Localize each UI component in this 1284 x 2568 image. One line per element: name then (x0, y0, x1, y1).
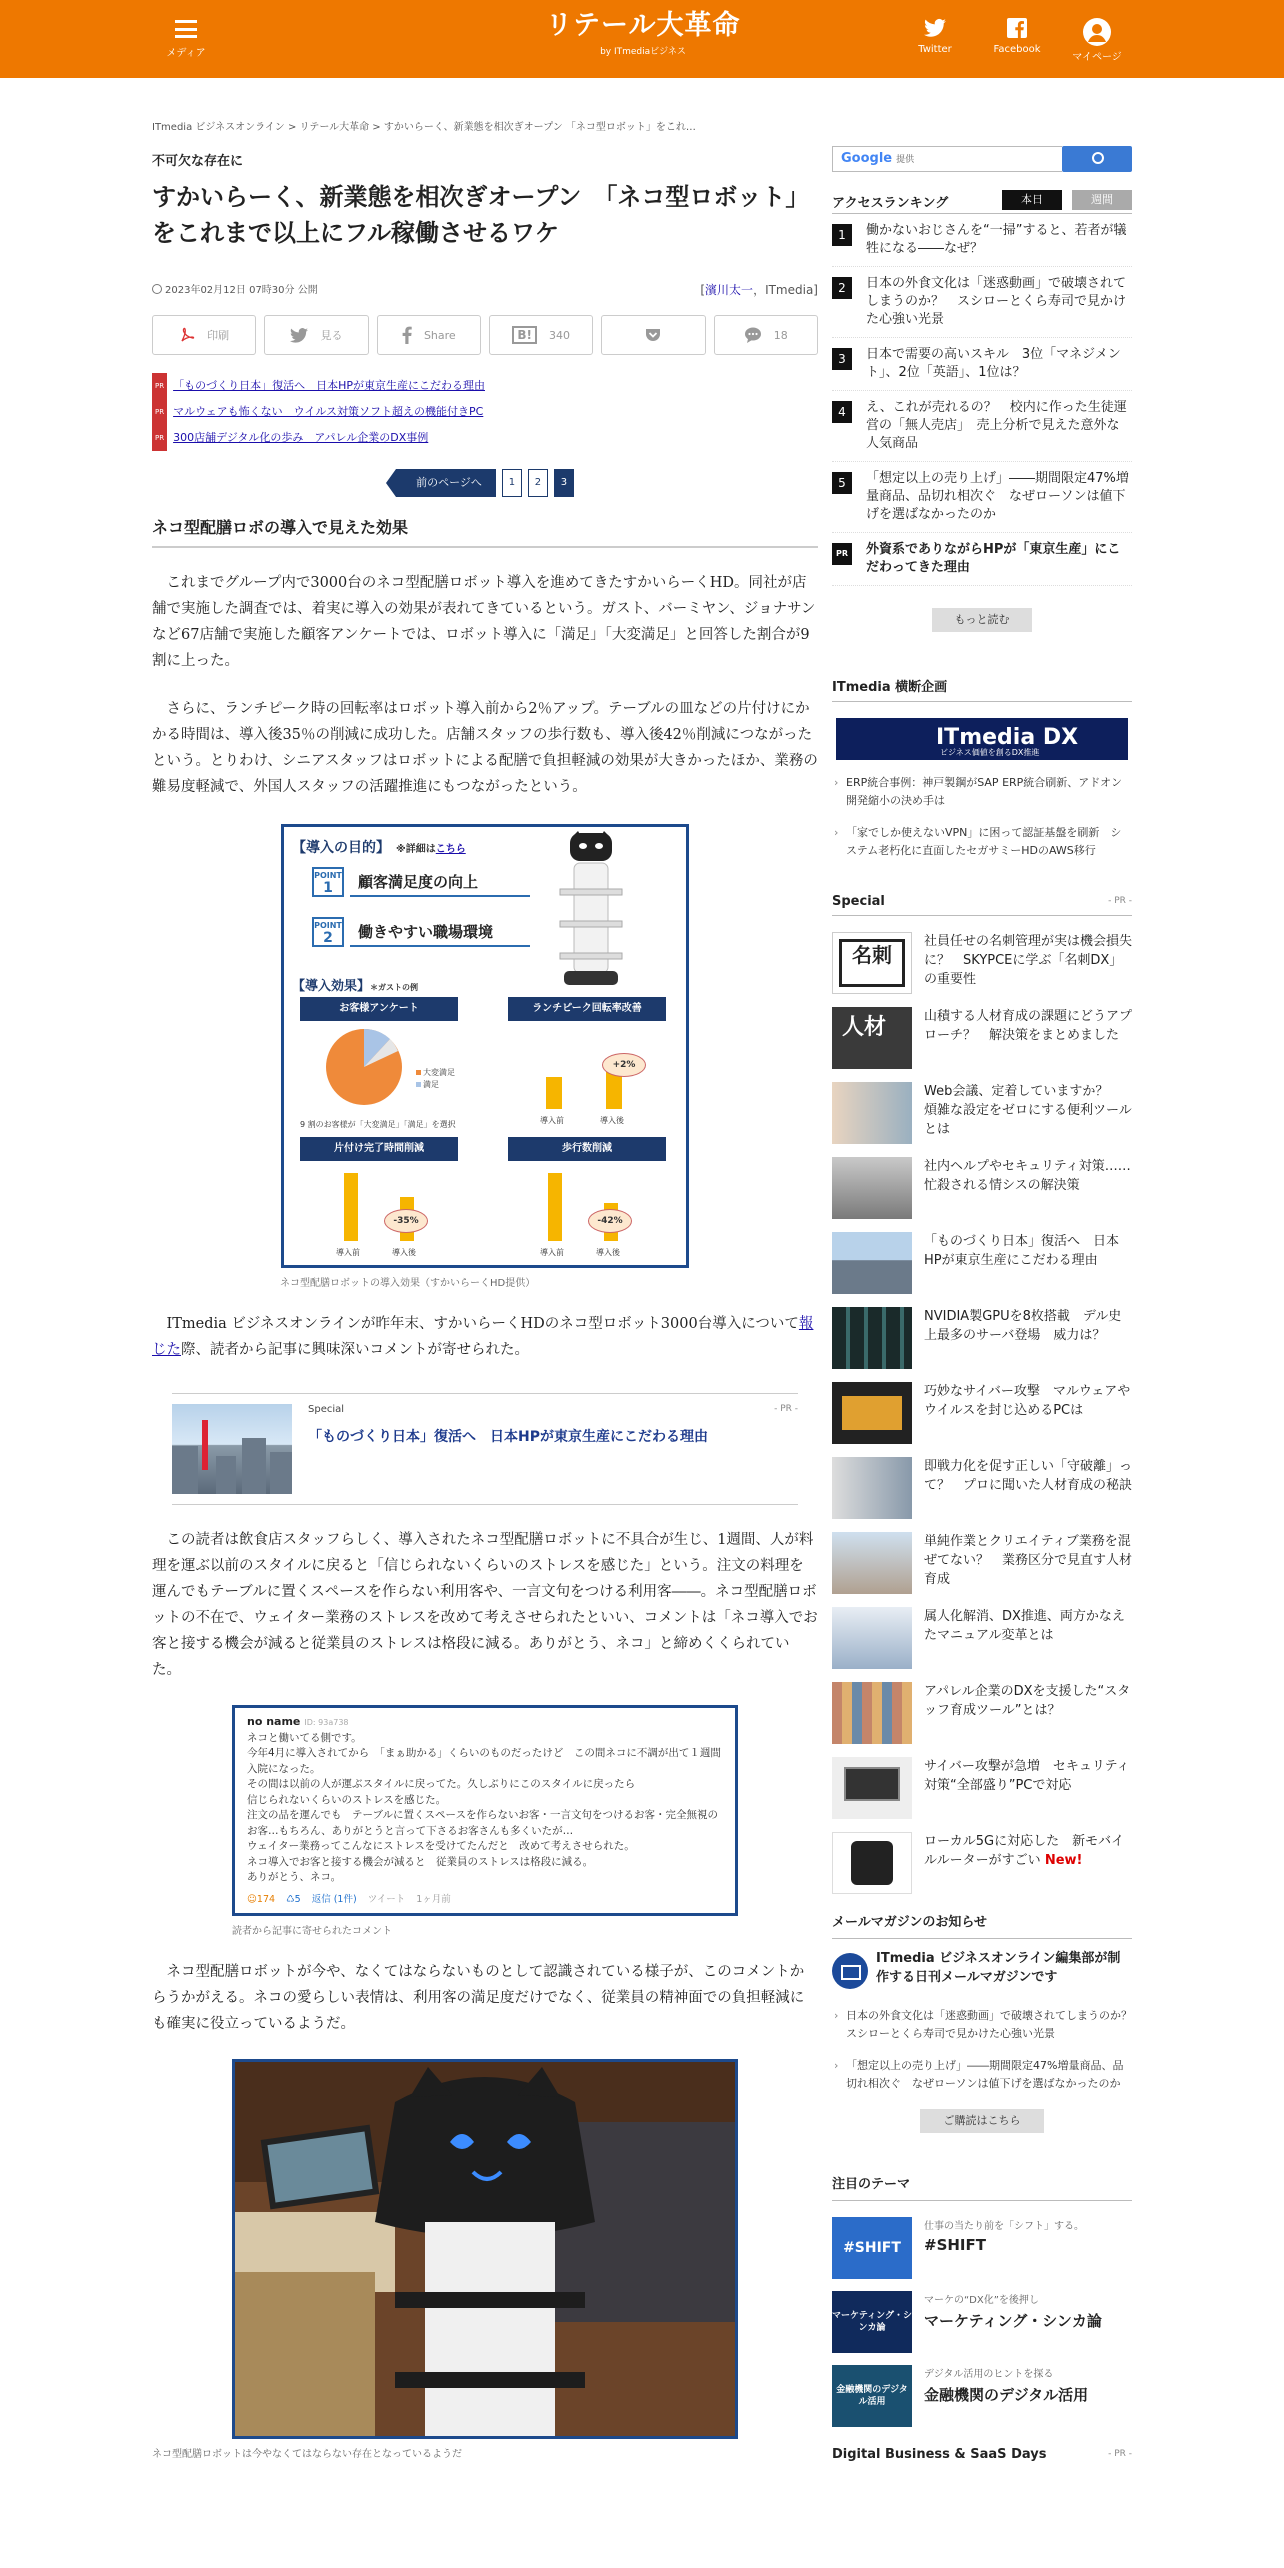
special-thumbnail (832, 1457, 912, 1519)
facebook-icon (1007, 18, 1027, 38)
special-list (832, 932, 1132, 1907)
theme-item[interactable]: 金融機関のデジタル活用 デジタル活用のヒントを探る 金融機関のデジタル活用 (832, 2365, 1132, 2435)
user-icon (1083, 18, 1111, 46)
page-1-link[interactable]: 1 (502, 469, 522, 497)
mypage-link[interactable]: マイページ (1062, 18, 1132, 63)
cat-robot-photo (232, 2059, 738, 2439)
effect-infographic: 【導入の目的】 ※詳細はこちら POINT 1 顧客満足度の向上 POINT 2 働きやすい職場環境 【導入効果】＊ガストの例 お客様アンケート ランチピーク回転率改善 大変満足 満足 9 割のお客様が「大変満足」「満足」を選択 +2% 導入前 導入後 片付け完了時間削減 歩行数削減 -35% 導入前 導入後 -42% 導入前 導入後 (281, 824, 689, 1268)
special-thumbnail: 人材 (832, 1007, 912, 1069)
page-2-link[interactable]: 2 (528, 469, 548, 497)
twitter-link[interactable]: Twitter (900, 18, 970, 55)
print-button[interactable]: 印刷 (152, 315, 256, 355)
comment-age: 1ヶ月前 (416, 1893, 451, 1905)
special-thumbnail (832, 1382, 912, 1444)
walking-before-bar (548, 1173, 562, 1241)
tweet-link[interactable]: ツイート (367, 1893, 406, 1905)
theme-heading: 注目のテーマ (832, 2173, 1132, 2201)
paragraph: ネコ型配膳ロボットが今や、なくてはならないものとして認識されている様子が、このコメントからうかがえる。ネコの愛らしい表情は、利用客の満足度だけでなく、従業員の精神面での負担軽減にも確実に役立っているようだ。 (152, 1964, 805, 2032)
cat-robot-illustration (542, 831, 640, 989)
ranking-item[interactable]: 3 日本で需要の高いスキル 3位「マネジメント」、2位「英語」、1位は？ (832, 338, 1132, 391)
twitter-icon (290, 328, 308, 343)
ranking-item-pr[interactable]: PR 外資系でありながらHPが「東京生産」にこだわってきた理由 (832, 533, 1132, 586)
point-1-badge: POINT 1 (312, 867, 344, 897)
reader-comment: no name ID: 93a738 ネコと働いてる側です。 今年4月に導入されてから 「まぁ助かる」くらいのものだったけど この間ネコに不調が出て１週間入院になった。 その間は以前の人が運ぶスタイルに戻ってた。久しぶりにこのスタイルに戻ったら 信じられないくらいのストレスを感じた。 注文の品を運んでも テーブルに置くスペースを作らないお客・一言文句をつけるお客・完全無視のお客…もちろん、ありがとうと言って下さるお客さんも多くいたが… ウェイター業務ってこんなにストレスを受けてたんだと 改めて考えさせられた。 ネコ導入でお客と接する機会が減ると 従業員のストレスは格段に減る。 ありがとう、ネコ。 ☺174 ♺5 返信 (1件) ツイート 1ヶ月前 (232, 1705, 738, 1916)
promo-title: 「ものづくり日本」復活へ 日本HPが東京生産にこだわる理由 (308, 1429, 708, 1445)
special-item[interactable]: アパレル企業のDXを支援した“スタッフ育成ツール”とは？ (832, 1682, 1132, 1757)
theme-badge: マーケティング・シンカ論 (832, 2291, 912, 2353)
effect-title: 【導入効果】 (292, 979, 371, 994)
like-count: ☺174 (247, 1893, 276, 1905)
special-item[interactable]: Web会議、定着していますか？ 煩雑な設定をゼロにする便利ツールとは (832, 1082, 1132, 1157)
special-item[interactable]: ローカル5Gに対応した 新モバイルルーターがすごい New! (832, 1832, 1132, 1907)
tab-today[interactable]: 本日 (1002, 190, 1062, 210)
theme-badge: 金融機関のデジタル活用 (832, 2365, 912, 2427)
special-item[interactable]: 社内ヘルプやセキュリティ対策……忙殺される情シスの解決策 (832, 1157, 1132, 1232)
theme-item[interactable]: マーケティング・シンカ論 マーケの“DX化”を後押し マーケティング・シンカ論 (832, 2291, 1132, 2361)
pocket-button[interactable] (601, 315, 705, 355)
print-icon (179, 327, 195, 343)
tokyo-skyline-thumbnail (172, 1404, 292, 1494)
twitter-share-button[interactable]: 見る (264, 315, 368, 355)
special-thumbnail (832, 1832, 912, 1894)
point-2-label: 働きやすい職場環境 (350, 917, 530, 947)
special-thumbnail: 名刺 (832, 932, 912, 994)
section-heading: ネコ型配膳ロボの導入で見えた効果 (152, 515, 818, 548)
walking-header: 歩行数削減 (508, 1137, 666, 1161)
special-thumbnail (832, 1757, 912, 1819)
photo-caption: ネコ型配膳ロボットは今やなくてはならない存在となっているようだ (152, 2449, 462, 2460)
theme-badge: #SHIFT (832, 2217, 912, 2279)
article-kicker: 不可欠な存在に (152, 154, 244, 169)
special-thumbnail (832, 1682, 912, 1744)
walking-badge: -42% (588, 1209, 632, 1233)
subscribe-button[interactable]: ご購読はこちら (920, 2109, 1044, 2133)
paragraph: この読者は飲食店スタッフらしく、導入されたネコ型配膳ロボットに不具合が生じ、1週間、人が料理を運ぶ以前のスタイルに戻ると「信じられないくらいのストレスを感じた」という。注文の料理を運んでもテーブルに置くスペースを作らない利用客や、一言文句をつける利用客――。ネコ型配膳ロボットの不在で、ウェイター業務のストレスを改めて考えさせられたといい、コメントは「ネコ導入でお客と接する機会が減ると従業員のストレスは格段に減る。ありがとう、ネコ」と締めくくられていた。 (152, 1532, 818, 1678)
search-input[interactable]: Google 提供 (832, 146, 1062, 172)
hatena-bookmark-button[interactable]: B! 340 (489, 315, 593, 355)
publish-date: 2023年02月12日 07時30分 公開 (165, 285, 318, 296)
share-bar (152, 315, 818, 355)
special-item[interactable]: 人材 山積する人材育成の課題にどうアプローチ？ 解決策をまとめました (832, 1007, 1132, 1082)
pr-badge: PR (152, 425, 167, 451)
newsletter-list (832, 2007, 1143, 2093)
hatena-icon: B! (512, 326, 537, 344)
cleanup-badge: -35% (384, 1209, 428, 1233)
ranking-header: アクセスランキング 本日 週間 (832, 192, 1132, 214)
special-item[interactable]: NVIDIA製GPUを8枚搭載 デル史上最多のサーバ登場 威力は？ (832, 1307, 1132, 1382)
pocket-icon (645, 328, 661, 342)
figure-caption: ネコ型配膳ロボットの導入効果（すかいらーくHD提供） (280, 1278, 536, 1289)
author-byline: [濱川太一，ITmedia] (700, 283, 818, 297)
special-thumbnail (832, 1082, 912, 1144)
facebook-share-button[interactable]: Share (377, 315, 481, 355)
special-item[interactable]: 即戦力化を促す正しい「守破離」って？ プロに聞いた人材育成の秘訣 (832, 1457, 1132, 1532)
ranking-item[interactable]: 5 「想定以上の売り上げ」――期間限定47%増量商品、品切れ相次ぐ なぜローソンは値下げを選ばなかったのか (832, 462, 1132, 533)
ranking-item[interactable]: 4 え、これが売れるの？ 校内に作った生徒運営の「無人売店」 売上分析で見えた意外な人気商品 (832, 391, 1132, 462)
site-header (0, 0, 1284, 78)
special-item[interactable]: 属人化解消、DX推進、両方かなえたマニュアル変革とは (832, 1607, 1132, 1682)
comment-caption: 読者から記事に寄せられたコメント (232, 1926, 392, 1937)
special-heading: Special - PR - (832, 894, 1132, 916)
page-3-current: 3 (554, 469, 574, 497)
paragraph: ITmedia ビジネスオンラインが昨年末、すかいらーくHDのネコ型ロボット3000台導入について報じた際、読者から記事に興味深いコメントが寄せられた。 (152, 1316, 814, 1358)
digital-business-heading: Digital Business & SaaS Days - PR - (832, 2447, 1132, 2462)
pr-badge: PR (152, 373, 167, 399)
breadcrumb[interactable]: ITmedia ビジネスオンライン > リテール大革命 > すかいらーく、新業態を相次ぎオープン 「ネコ型ロボット」をこれ… (152, 122, 696, 133)
turnover-header: ランチピーク回転率改善 (508, 997, 666, 1021)
paragraph: さらに、ランチピーク時の回転率はロボット導入前から2％アップ。テーブルの皿などの片付けにかかる時間は、導入後35％の削減に成功した。店舗スタッフの歩行数も、導入後42％削減につながったという。とりわけ、シニアスタッフはロボットによる配膳で負担軽減の効果が大きかったほか、業務の難易度軽減で、外国人スタッフの活躍推進にもつながったという。 (152, 701, 818, 795)
comment-icon (744, 327, 762, 343)
newsletter-item[interactable]: › 「想定以上の売り上げ」――期間限定47%増量商品、品切れ相次ぐ なぜローソンは値下げを選ばなかったのか (832, 2057, 1132, 2093)
mail-icon (832, 1953, 868, 1989)
site-search (832, 146, 1132, 172)
special-item[interactable]: 単純作業とクリエイティブ業務を混ぜてない？ 業務区分で見直す人材育成 (832, 1532, 1132, 1607)
prev-page-button[interactable]: 前のページへ (396, 469, 496, 497)
tab-weekly[interactable]: 週間 (1072, 190, 1132, 210)
point-2-badge: POINT 2 (312, 917, 344, 947)
facebook-link[interactable]: Facebook (982, 18, 1052, 55)
newsletter-item[interactable]: › 日本の外食文化は「迷惑動画」で破壊されてしまうのか？ スシローとくら寿司で見かけた心強い光景 (832, 2007, 1132, 2043)
article-title: すかいらーく、新業態を相次ぎオープン 「ネコ型ロボット」をこれまで以上にフル稼働させるワケ (152, 183, 810, 247)
special-item[interactable]: 名刺 社員任せの名刺管理が実は機会損失に？ SKYPCEに学ぶ「名刺DX」の重要性 (832, 932, 1132, 1007)
point-1-label: 顧客満足度の向上 (350, 867, 530, 897)
special-thumbnail (832, 1307, 912, 1369)
comment-meta (247, 1892, 723, 1908)
pr-link[interactable]: PR 300店舗デジタル化の歩み アパレル企業のDX事例 (152, 425, 818, 451)
reply-link[interactable]: 返信 (1件) (311, 1893, 357, 1905)
special-item[interactable]: 巧妙なサイバー攻撃 マルウェアやウイルスを封じ込めるPCは (832, 1382, 1132, 1457)
turnover-before-bar (546, 1077, 562, 1109)
site-logo[interactable]: リテール大革命 by ITmediaビジネス (545, 10, 741, 57)
special-thumbnail (832, 1532, 912, 1594)
newsletter-promo[interactable]: ITmedia ビジネスオンライン編集部が制作する日刊メールマガジンです (832, 1949, 1132, 1993)
paragraph: これまでグループ内で3000台のネコ型配膳ロボット導入を進めてきたすかいらーくHD。同社が店舗で実施した調査では、着実に導入の効果が表れてきているという。ガスト、バーミヤン、ジョナサンなど67店舗で実施した顧客アンケートでは、ロボット導入に「満足」「大変満足」と回答した割合が9割に上った。 (152, 575, 816, 669)
legend-satisfied: 満足 (416, 1079, 439, 1090)
twitter-icon (924, 18, 946, 38)
media-menu-button[interactable]: メディア (164, 20, 208, 59)
reply-count: ♺5 (286, 1893, 301, 1905)
turnover-badge: +2% (602, 1053, 646, 1077)
sidebar (832, 146, 1143, 2468)
ranking-list (832, 214, 1132, 586)
special-thumbnail (832, 1232, 912, 1294)
legend-very-satisfied: 大変満足 (416, 1067, 455, 1078)
cat-robot-photo-image (235, 2062, 735, 2436)
purpose-title: 【導入の目的】 (292, 840, 390, 856)
newsletter-heading: メールマガジンのお知らせ (832, 1911, 1132, 1939)
special-promo[interactable]: Special - PR - 「ものづくり日本」復活へ 日本HPが東京生産にこだわる理由 (172, 1393, 798, 1505)
special-thumbnail (832, 1607, 912, 1669)
pr-link[interactable]: PR マルウェアも怖くない ウイルス対策ソフト超えの機能付きPC (152, 399, 818, 425)
ranking-item[interactable]: 2 日本の外食文化は「迷惑動画」で破壊されてしまうのか？ スシローとくら寿司で見かけた心強い光景 (832, 267, 1132, 338)
article (152, 150, 818, 2460)
pie-note: 9 割のお客様が「大変満足」「満足」を選択 (300, 1120, 456, 1129)
cleanup-header: 片付け完了時間削減 (300, 1137, 458, 1161)
kikaku-item[interactable]: › ERP統合事例：神戸製鋼がSAP ERP統合刷新、アドオン開発縮小の決め手は (832, 774, 1132, 810)
facebook-icon (402, 326, 412, 344)
search-button[interactable] (1062, 146, 1132, 172)
detail-link[interactable]: こちら (435, 844, 466, 855)
pagination (152, 469, 818, 497)
more-ranking-button[interactable]: もっと読む (932, 608, 1032, 632)
commenter-name: no name ID: 93a738 (247, 1715, 349, 1728)
itmedia-dx-banner[interactable]: ITmedia DX ビジネス価値を創るDX推進 (836, 718, 1128, 760)
satisfaction-pie-chart (324, 1027, 404, 1107)
reported-link[interactable]: 報じた (152, 1316, 814, 1358)
special-thumbnail (832, 1157, 912, 1219)
clock-icon (152, 284, 162, 294)
author-link[interactable]: 濱川太一 (705, 283, 754, 297)
article-dateline (152, 281, 818, 297)
special-item[interactable]: 「ものづくり日本」復活へ 日本HPが東京生産にこだわる理由 (832, 1232, 1132, 1307)
kikaku-item[interactable]: › 「家でしか使えないVPN」に困って認証基盤を刷新 システム老朽化に直面したセガサミーHDのAWS移行 (832, 824, 1132, 860)
cleanup-before-bar (344, 1173, 358, 1241)
new-badge: New! (1044, 1853, 1083, 1868)
hamburger-icon (175, 20, 197, 38)
ranking-item[interactable]: 1 働かないおじさんを“一掃”すると、若者が犠牲になる――なぜ？ (832, 214, 1132, 267)
theme-item[interactable]: #SHIFT 仕事の当たり前を「シフト」する。 #SHIFT (832, 2217, 1132, 2287)
kikaku-heading: ITmedia 横断企画 (832, 676, 1132, 702)
pr-link-list (152, 373, 818, 451)
pr-link[interactable]: PR 「ものづくり日本」復活へ 日本HPが東京生産にこだわる理由 (152, 373, 818, 399)
comments-button[interactable]: 18 (714, 315, 818, 355)
survey-header: お客様アンケート (300, 997, 458, 1021)
kikaku-list (832, 774, 1132, 860)
pr-badge: PR (152, 399, 167, 425)
special-item[interactable]: サイバー攻撃が急増 セキュリティ対策“全部盛り”PCで対応 (832, 1757, 1132, 1832)
